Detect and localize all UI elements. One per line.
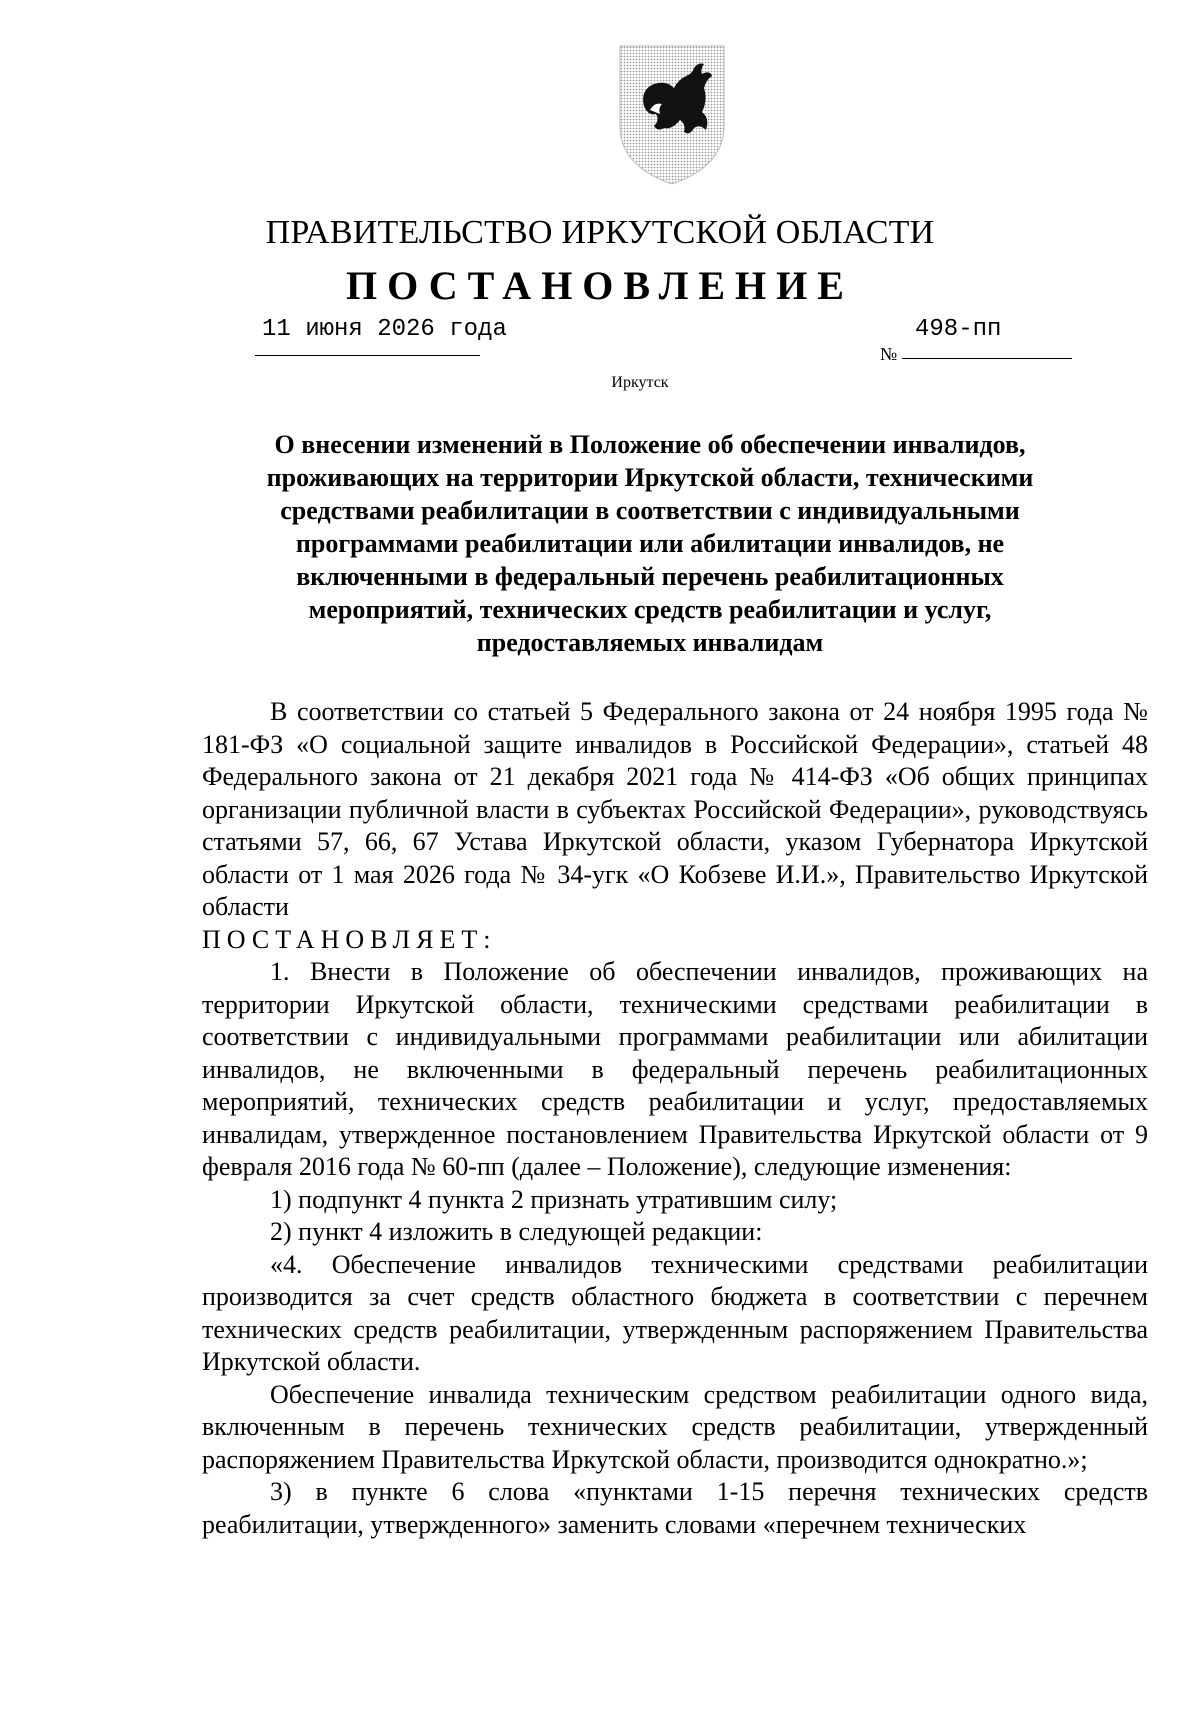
number-sign: №: [880, 344, 898, 364]
quoted-paragraph-1: «4. Обеспечение инвалидов техническими средствами реабилитации производится за счет средств областного бюджета в соответствии с перечнем технических средств реабилитации, утвержденным распоряжением Правительства Иркутской области.: [202, 1249, 1148, 1376]
decree-word: ПОСТАНОВЛЯЕТ:: [202, 924, 497, 954]
subitem-3-paragraph: 3) в пункте 6 слова «пунктами 1-15 перечня технических средств реабилитации, утвержденного» заменить словами «перечнем технических: [202, 1477, 1148, 1539]
document-type: ПОСТАНОВЛЕНИЕ: [346, 263, 854, 308]
subitem-1-paragraph: 1) подпункт 4 пункта 2 признать утратившим силу;: [270, 1184, 838, 1214]
quoted-paragraph-2: Обеспечение инвалида техническим средством реабилитации одного вида, включенным в перечень технических средств реабилитации, утвержденный распоряжением Правительства Иркутской области, производится однократно.»;: [202, 1379, 1148, 1474]
city: Иркутск: [611, 374, 669, 391]
preamble-paragraph: В соответствии со статьей 5 Федерального закона от 24 ноября 1995 года № 181-ФЗ «О социальной защите инвалидов в Российской Федерации», статьей 48 Федерального закона от 21 декабря 2021 года № 414-ФЗ «Об общих принципах организации публичной власти в субъектах Российской Федерации», руководствуясь статьями 57, 66, 67 Устава Иркутской области, указом Губернатора Иркутской области от 1 мая 2026 года № 34-угк «О Кобзеве И.И.», Правительство Иркутской области: [202, 697, 1148, 921]
number-underline: [902, 358, 1072, 359]
document-date: 11 июня 2026 года: [262, 316, 507, 343]
document-title: О внесении изменений в Положение об обеспечении инвалидов, проживающих на территории Иркутской области, техническими средствами реабилитации в соответствии с индивидуальными программами реабилитации или абилитации инвалидов, не включенными в федеральный перечень реабилитационных мероприятий, технических средств реабилитации и услуг, предоставляемых инвалидам: [266, 430, 1034, 657]
coat-of-arms-emblem: [614, 40, 730, 188]
government-name: ПРАВИТЕЛЬСТВО ИРКУТСКОЙ ОБЛАСТИ: [265, 214, 935, 251]
document-body: [202, 696, 1148, 1541]
document-number: 498-пп: [915, 316, 1002, 343]
subitem-2-paragraph: 2) пункт 4 изложить в следующей редакции:: [270, 1217, 763, 1246]
date-underline: [255, 355, 480, 356]
item-1-paragraph: 1. Внести в Положение об обеспечении инвалидов, проживающих на территории Иркутской области, техническими средствами реабилитации в соответствии с индивидуальными программами реабилитации или абилитации инвалидов, не включенными в федеральный перечень реабилитационных мероприятий, технических средств реабилитации и услуг, предоставляемых инвалидам, утвержденное постановлением Правительства Иркутской области от 9 февраля 2016 года № 60-пп (далее – Положение), следующие изменения:: [202, 957, 1148, 1181]
